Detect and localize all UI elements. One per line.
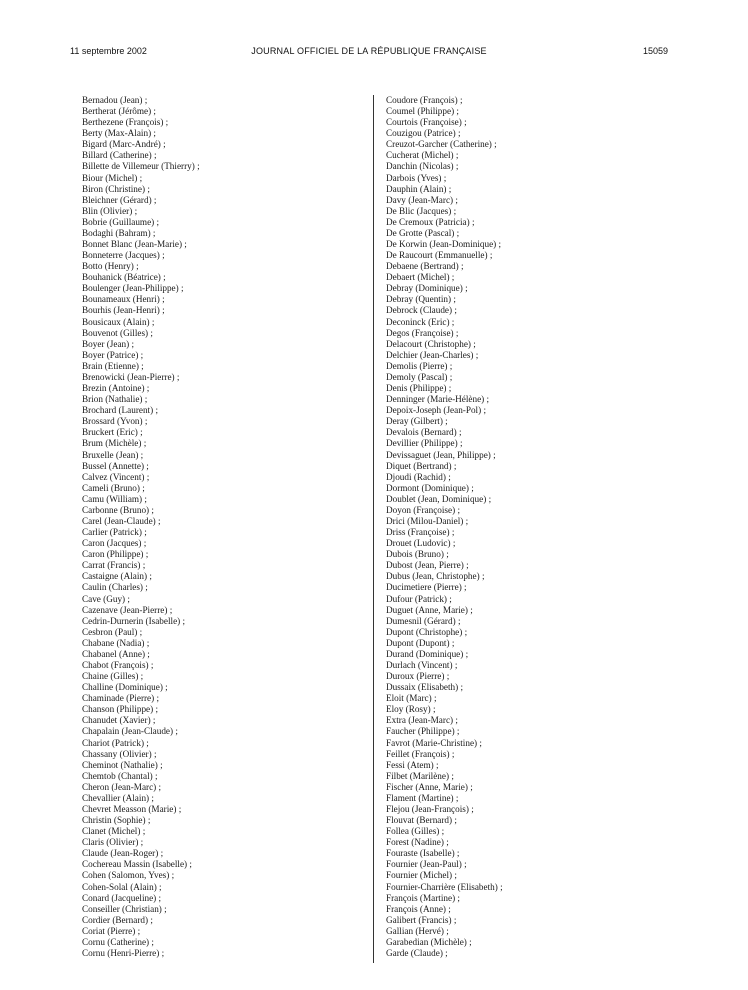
name-entry: Bouvenot (Gilles) ; [82,327,153,338]
name-entry: Boyer (Patrice) ; [82,349,144,360]
name-entry: Blin (Olivier) ; [82,205,138,216]
name-entry: Botto (Henry) ; [82,261,139,272]
name-entry: Chanudet (Xavier) ; [82,715,156,726]
name-entry: Billard (Catherine) ; [82,150,157,161]
name-entry: Danchin (Nicolas) ; [386,161,459,172]
name-entry: Chemtob (Chantal) ; [82,770,158,781]
name-entry: Carbonne (Bruno) ; [82,504,154,515]
name-entry: Doyon (Françoise) ; [386,504,460,515]
name-entry: Brum (Michèle) ; [82,438,147,449]
page-header [70,46,668,60]
name-entry: Brochard (Laurent) ; [82,405,159,416]
name-entry: Chaine (Gilles) ; [82,671,144,682]
header-title: JOURNAL OFFICIEL DE LA RÉPUBLIQUE FRANÇAISE [251,46,487,56]
name-entry: Depoix-Joseph (Jean-Pol) ; [386,405,487,416]
name-entry: Fournier (Michel) ; [386,870,457,881]
name-entry: Biour (Michel) ; [82,172,143,183]
name-entry: Ducimetiere (Pierre) ; [386,582,467,593]
name-entry: Cohen (Salomon, Yves) ; [82,870,175,881]
header-date: 11 septembre 2002 [70,46,147,56]
name-entry: Caulin (Charles) ; [82,582,148,593]
name-entry: Conard (Jacqueline) ; [82,892,162,903]
name-entry: Berty (Max-Alain) ; [82,128,156,139]
name-entry: Bodaghi (Bahram) ; [82,227,156,238]
name-entry: Brenowicki (Jean-Pierre) ; [82,371,180,382]
name-entry: Gallian (Hervé) ; [386,925,449,936]
name-entry: Coumel (Philippe) ; [386,106,459,117]
name-entry: Dubus (Jean, Christophe) ; [386,571,485,582]
name-entry: Devalois (Bernard) ; [386,427,462,438]
name-entry: Darbois (Yves) ; [386,172,447,183]
name-entry: Cesbron (Paul) ; [82,626,143,637]
name-entry: Brain (Etienne) ; [82,360,144,371]
name-entry: Extra (Jean-Marc) ; [386,715,458,726]
column-divider [373,95,374,963]
name-entry: François (Anne) ; [386,903,451,914]
name-entry: Berthezene (François) ; [82,117,169,128]
name-entry: Davy (Jean-Marc) ; [386,194,458,205]
name-entry: Fessi (Atem) ; [386,759,439,770]
name-entry: Dubost (Jean, Pierre) ; [386,560,469,571]
name-entry: Eloit (Marc) ; [386,693,437,704]
name-entry: Debrock (Claude) ; [386,305,457,316]
name-entry: Claude (Jean-Roger) ; [82,848,164,859]
name-entry: Bounameaux (Henri) ; [82,294,165,305]
name-entry: Durand (Dominique) ; [386,648,469,659]
name-entry: Boyer (Jean) ; [82,338,135,349]
name-entry: Courtois (Françoise) ; [386,117,467,128]
name-entry: Dormont (Dominique) ; [386,482,474,493]
name-entry: Brossard (Yvon) ; [82,416,148,427]
name-entry: Deray (Gilbert) ; [386,416,448,427]
name-entry: Delchier (Jean-Charles) ; [386,349,479,360]
name-entry: Bernadou (Jean) ; [82,95,148,105]
name-entry: Follea (Gilles) ; [386,826,445,837]
name-entry: Bonnet Blanc (Jean-Marie) ; [82,239,187,250]
name-entry: Camu (William) ; [82,493,147,504]
name-entry: Debaert (Michel) ; [386,272,455,283]
name-entry: Bruckert (Eric) ; [82,427,143,438]
name-entry: Dauphin (Alain) ; [386,183,452,194]
name-entry: Bruxelle (Jean) ; [82,449,144,460]
name-entry: Dubois (Bruno) ; [386,549,449,560]
name-entry: Carlier (Patrick) ; [82,527,147,538]
name-entry: Drouet (Ludovic) ; [386,538,456,549]
name-entry: Bourhis (Jean-Henri) ; [82,305,165,316]
name-entry: Durlach (Vincent) ; [386,659,458,670]
name-entry: Bigard (Marc-André) ; [82,139,166,150]
name-entry: Chanson (Philippe) ; [82,704,159,715]
name-entry: Cochereau Massin (Isabelle) ; [82,859,192,870]
name-entry: Chevret Measson (Marie) ; [82,804,182,814]
name-entry: Cucherat (Michel) ; [386,150,459,161]
name-entry: Caron (Jacques) ; [82,538,147,549]
name-entry: De Korwin (Jean-Dominique) ; [386,239,502,250]
name-entry: Boulenger (Jean-Philippe) ; [82,283,184,294]
name-entry: Billette de Villemeur (Thierry) ; [82,161,200,172]
name-entry: Galibert (Francis) ; [386,914,457,925]
name-entry: Creuzot-Garcher (Catherine) ; [386,139,497,150]
name-entry: Cazenave (Jean-Pierre) ; [82,604,173,615]
name-entry: Chaminade (Pierre) ; [82,693,160,704]
name-entry: Cheminot (Nathalie) ; [82,759,163,770]
name-entry: Djoudi (Rachid) ; [386,471,451,482]
name-entry: Eloy (Rosy) ; [386,704,436,715]
name-entry: Challine (Dominique) ; [82,682,168,693]
name-entry: Chevallier (Alain) ; [82,792,154,803]
name-entry: Cohen-Solal (Alain) ; [82,881,162,892]
name-entry: Diquet (Bertrand) ; [386,460,457,471]
name-entry: Carel (Jean-Claude) ; [82,515,161,526]
name-entry: Demolis (Pierre) ; [386,360,453,371]
name-entry: De Raucourt (Emmanuelle) ; [386,250,493,261]
name-entry: Denis (Philippe) ; [386,383,452,394]
name-entry: Cedrin-Durnerin (Isabelle) ; [82,615,186,626]
name-entry: Chabane (Nadia) ; [82,637,150,648]
name-entry: Calvez (Vincent) ; [82,471,150,482]
name-entry: Duguet (Anne, Marie) ; [386,604,473,615]
name-entry: Feillet (François) ; [386,748,455,759]
name-entry: Bertherat (Jérôme) ; [82,106,156,117]
name-entry: Duroux (Pierre) ; [386,671,450,682]
name-entry: Cornu (Catherine) ; [82,936,154,947]
name-entry: Bouhanick (Béatrice) ; [82,272,166,283]
name-entry: Dufour (Patrick) ; [386,593,452,604]
name-entry: Dussaix (Elisabeth) ; [386,682,464,693]
name-entry: Cornu (Henri-Pierre) ; [82,948,165,959]
name-entry: François (Martine) ; [386,892,460,903]
name-entry: Flejou (Jean-François) ; [386,804,474,814]
name-entry: Fournier (Jean-Paul) ; [386,859,467,870]
name-entry: Fouraste (Isabelle) ; [386,848,460,859]
name-entry: Coudore (François) ; [386,95,463,105]
name-entry: Fischer (Anne, Marie) ; [386,781,473,792]
name-entry: Faucher (Philippe) ; [386,726,460,737]
name-entry: Cheron (Jean-Marc) ; [82,781,162,792]
name-entry: Bousicaux (Alain) ; [82,316,155,327]
name-entry: Flament (Martine) ; [386,792,459,803]
name-entry: Caron (Philippe) ; [82,549,149,560]
name-entry: Garde (Claude) ; [386,948,448,959]
name-entry: Chariot (Patrick) ; [82,737,149,748]
name-entry: Bonneterre (Jacques) ; [82,250,165,261]
name-entry: Dupont (Christophe) ; [386,626,468,637]
name-entry: Chabot (François) ; [82,659,154,670]
name-entry: Chassany (Olivier) ; [82,748,157,759]
name-entry: Clanet (Michel) ; [82,826,146,837]
name-entry: Debray (Dominique) ; [386,283,468,294]
name-entry: Forest (Nadine) ; [386,837,449,848]
name-entry: Bobrie (Guillaume) ; [82,216,160,227]
name-entry: Driss (Françoise) ; [386,527,455,538]
name-entry: Fournier-Charrière (Elisabeth) ; [386,881,503,892]
name-entry: Conseiller (Christian) ; [82,903,167,914]
name-entry: Favrot (Marie-Christine) ; [386,737,482,748]
name-entry: Filbet (Marilène) ; [386,770,454,781]
name-entry: Cordier (Bernard) ; [82,914,153,925]
name-entry: Brezin (Antoine) ; [82,383,150,394]
name-entry: Dupont (Dupont) ; [386,637,455,648]
name-entry: Cameli (Bruno) ; [82,482,145,493]
name-entry: Garabedian (Michèle) ; [386,936,472,947]
name-entry: Carrat (Francis) ; [82,560,146,571]
name-entry: Bleichner (Gérard) ; [82,194,157,205]
name-entry: Claris (Olivier) ; [82,837,144,848]
header-page-number: 15059 [642,46,668,56]
name-entry: De Grotte (Pascal) ; [386,227,460,238]
name-entry: Biron (Christine) ; [82,183,150,194]
name-entry: Delacourt (Christophe) ; [386,338,476,349]
name-entry: Devissaguet (Jean, Philippe) ; [386,449,496,460]
name-entry: Couzigou (Patrice) ; [386,128,461,139]
name-entry: Demoly (Pascal) ; [386,371,453,382]
name-list-right-column [386,95,503,959]
name-entry: De Cremoux (Patricia) ; [386,216,475,227]
name-entry: Denninger (Marie-Hélène) ; [386,394,490,405]
name-entry: Brion (Nathalie) ; [82,394,148,405]
name-entry: Christin (Sophie) ; [82,815,151,826]
name-list-left-column [82,95,200,959]
name-entry: Chapalain (Jean-Claude) ; [82,726,178,737]
name-entry: Debaene (Bertrand) ; [386,261,464,272]
name-entry: De Blic (Jacques) ; [386,205,457,216]
name-entry: Debray (Quentin) ; [386,294,456,305]
name-entry: Devillier (Philippe) ; [386,438,463,449]
name-entry: Castaigne (Alain) ; [82,571,152,582]
name-entry: Dumesnil (Gérard) ; [386,615,461,626]
name-entry: Degos (Françoise) ; [386,327,459,338]
name-entry: Chabanel (Anne) ; [82,648,150,659]
name-entry: Bussel (Annette) ; [82,460,149,471]
name-entry: Drici (Milou-Daniel) ; [386,515,469,526]
name-entry: Deconinck (Eric) ; [386,316,455,327]
name-entry: Cave (Guy) ; [82,593,130,604]
name-entry: Coriat (Pierre) ; [82,925,141,936]
name-entry: Flouvat (Bernard) ; [386,815,457,826]
name-entry: Doublet (Jean, Dominique) ; [386,493,492,504]
